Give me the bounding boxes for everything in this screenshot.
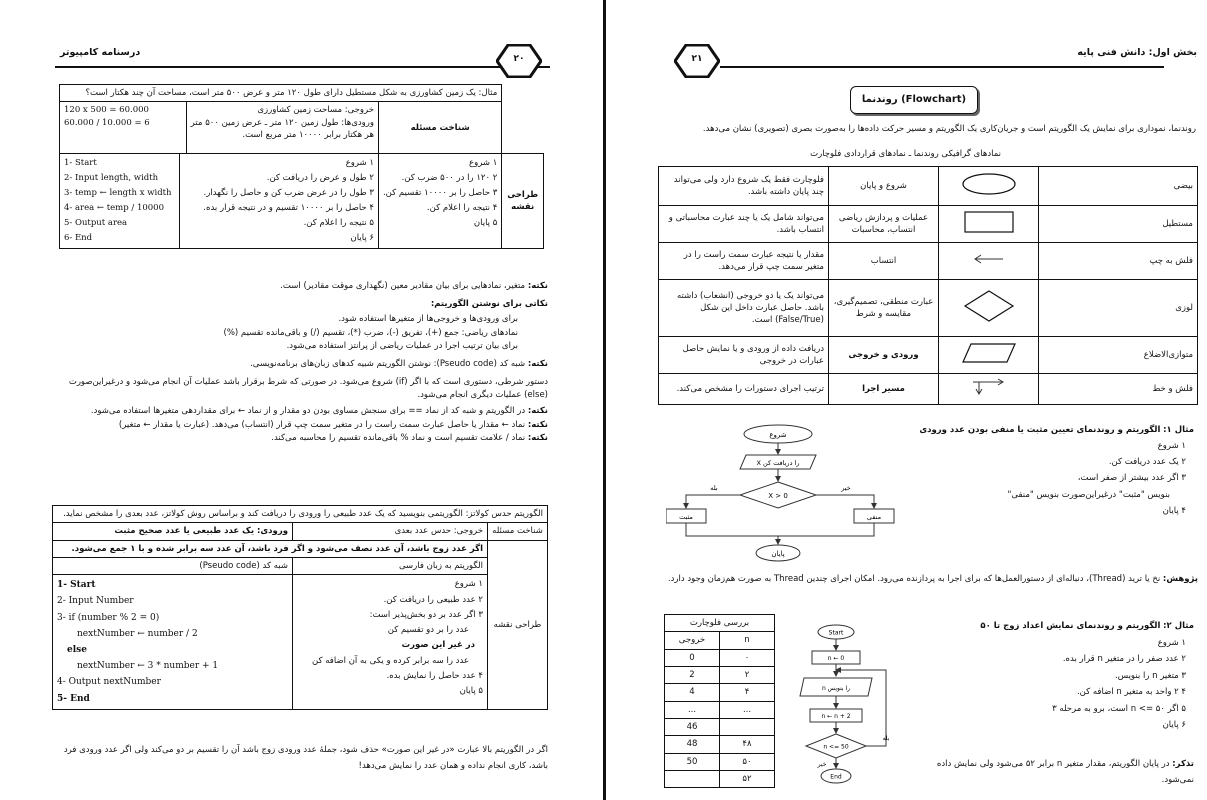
step-line: ۴ حاصل را بر ۱۰۰۰۰ تقسیم و در نتیجه قرار بده. <box>203 202 374 213</box>
collatz-question: الگوریتم حدس کولاتز: الگوریتمی بنویسید که یک عدد طبیعی را ورودی را دریافت کند و براساس روش کولاتز، عدد بعدی را مشخص نماید. <box>53 506 548 523</box>
symbol-desc: می‌تواند شامل یک یا چند عبارت محاسباتی و انتساب باشد. <box>659 206 829 243</box>
example-number-col <box>378 154 501 248</box>
step-line: ۳ حاصل را بر ۱۰۰۰۰ تقسیم کن. <box>382 188 498 199</box>
flow-yes-label: بله <box>710 484 718 492</box>
flow-end-label: پایان <box>771 550 785 558</box>
trace-cell: ۰ <box>720 649 775 666</box>
note-item: نکته: شبه کد (Pseudo code): نوشتن الگوریتم شبیه کدهای زبان‌های برنامه‌نویسی. <box>250 358 548 369</box>
step-line: ۴ عدد حاصل را نمایش بده. <box>386 671 483 682</box>
left-footer-text: اگر در الگوریتم بالا عبارت «در غیر این صورت» حذف شود، جملهٔ عدد ورودی زوج باشد آن را تقسیم بر دو می‌کند ولی اگر عدد ورودی فرد باشد، کاری انجام نداده و همان عدد را نمایش می‌دهد! <box>63 745 548 772</box>
step-line: در غیر این صورت <box>401 640 475 651</box>
symbol-name: متوازی‌الاضلاع <box>1039 337 1198 374</box>
calc-line: 120 x 500 = 60.000 <box>64 105 149 116</box>
symbol-use: عملیات و پردازش ریاضی انتساب، محاسبات <box>829 206 939 243</box>
step-line: ۵ پایان <box>459 686 483 697</box>
left-page-number-badge <box>496 44 542 78</box>
note-item: نکاتی برای نوشتن الگوریتم: <box>430 299 548 310</box>
right-page-number-badge <box>674 44 720 78</box>
symbol-desc: فلوچارت فقط یک شروع دارد ولی می‌تواند چند پایان داشته باشد. <box>659 167 829 206</box>
flow2-no-label: خیر <box>817 761 827 768</box>
trace-cell: 46 <box>665 718 720 735</box>
example-analysis <box>186 102 378 154</box>
flow2-yes-label: بله <box>882 735 890 742</box>
note-bullet: برای ورودی‌ها و خروجی‌ها از متغیرها استفاده شود. <box>338 314 518 325</box>
symbol-name: مستطیل <box>1039 206 1198 243</box>
flow2-start-label: Start <box>828 629 844 637</box>
example2-block <box>906 618 1194 734</box>
pseudo-line: 4- area ← temp / 10000 <box>64 202 164 213</box>
rectangle-icon <box>939 206 1039 243</box>
symbol-desc: ترتیب اجرای دستورات را مشخص می‌کند. <box>659 374 829 405</box>
flow-input-label: X را دریافت کن <box>756 459 800 467</box>
example1-step: ۴ پایان <box>1162 505 1186 516</box>
collatz-input: ورودی: یک عدد طبیعی یا عدد صحیح مثبت <box>53 523 293 540</box>
flow-no-label: خیر <box>841 484 851 492</box>
pseudo-line: 2- Input length, width <box>64 173 159 184</box>
pseudo-line: nextNumber ← number / 2 <box>77 628 198 639</box>
symbol-desc: دریافت داده از ورودی و یا نمایش حاصل عبارات در خروجی <box>659 337 829 374</box>
step-line: ۱ شروع <box>454 579 483 590</box>
trace-cell: ۵۰ <box>720 753 775 770</box>
trace-cell: ۴۸ <box>720 736 775 753</box>
step-line: ۲ طول و عرض را دریافت کن. <box>266 173 374 184</box>
example1-title: مثال ۱: الگوریتم و روندنمای تعیین مثبت یا منفی بودن عدد ورودی <box>919 425 1194 435</box>
symbol-use: عبارت منطقی، تصمیم‌گیری، مقایسه و شرط <box>829 280 939 337</box>
diamond-icon <box>939 280 1039 337</box>
symbol-name: لوزی <box>1039 280 1198 337</box>
symbol-use: مسیر اجرا <box>829 374 939 405</box>
flow2-init-label: n ← 0 <box>827 655 845 662</box>
example1-block <box>906 422 1194 519</box>
flow-start-label: شروع <box>769 431 787 439</box>
trace-cell <box>720 718 775 735</box>
analysis-line: خروجی: مساحت زمین کشاورزی <box>257 105 374 116</box>
ellipse-icon <box>939 167 1039 206</box>
left-page-number: ۲۰ <box>513 54 525 64</box>
flow2-condition-label: n <= 50 <box>823 743 849 751</box>
trace-cell: 50 <box>665 753 720 770</box>
flow-positive-label: مثبت <box>679 513 693 521</box>
pseudo-line: 2- Input Number <box>57 596 134 607</box>
step-line: ۳ طول را در عرض ضرب کن و حاصل را نگهدار. <box>203 188 374 199</box>
pseudo-line: 4- Output nextNumber <box>57 677 161 688</box>
collatz-persian-steps <box>293 575 488 710</box>
analysis-line: ورودی‌ها: طول زمین ۱۲۰ متر ـ عرض زمین ۵۰۰ متر <box>190 117 374 128</box>
pseudo-line: 5- End <box>57 693 90 704</box>
collatz-pseudo-header: شبه کد (Pseudo code) <box>53 557 293 574</box>
flowchart-intro: روندنما، نموداری برای نمایش یک الگوریتم است و جریان‌کاری یک الگوریتم و مسیر حرکت داده‌ها را به‌صورت بصری (تصویری) نشان می‌دهد. <box>702 124 1196 134</box>
trace-table <box>664 614 775 788</box>
collatz-output: خروجی: حدس عدد بعدی <box>293 523 488 540</box>
parallelogram-icon <box>939 337 1039 374</box>
collatz-table <box>52 505 548 710</box>
step-line: ۱ شروع <box>469 158 498 169</box>
trace-cell: ۵۲ <box>720 770 775 787</box>
step-line: ۴ نتیجه را اعلام کن. <box>426 202 498 213</box>
trace-cell: ... <box>720 701 775 718</box>
symbols-table-caption: نمادهای گرافیکی روندنما ـ نمادهای قراردادی فلوچارت <box>810 149 1001 159</box>
trace-cell: ... <box>665 701 720 718</box>
collatz-rule: اگر عدد زوج باشد، آن عدد نصف می‌شود و اگر فرد باشد، آن عدد سه برابر شده و با ۱ جمع می‌شود. <box>53 540 488 557</box>
pseudo-line: 5- Output area <box>64 217 128 228</box>
step-line: عدد را سه برابر کرده و یکی به آن اضافه کن <box>311 655 469 666</box>
row-label-design: طراحی نقشه <box>502 154 544 248</box>
collatz-persian-header: الگوریتم به زبان فارسی <box>293 557 488 574</box>
calc-line: 60.000 / 10.000 = 6 <box>64 117 150 128</box>
flow-arrows-icon <box>939 374 1039 405</box>
step-line: ۶ پایان <box>350 232 374 243</box>
flow2-end-label: End <box>830 773 842 781</box>
example2-title: مثال ۲: الگوریتم و روندنمای نمایش اعداد زوج تا ۵۰ <box>980 621 1194 631</box>
right-header-rule <box>720 66 1164 68</box>
notes-section <box>52 280 548 445</box>
pseudo-line: 3- if (number % 2 = 0) <box>57 612 160 623</box>
flow2-print-label: n را بنویس <box>821 685 851 692</box>
example-pseudo-col <box>60 154 180 248</box>
section-title: روندنما (Flowchart) <box>850 86 978 114</box>
trace-header-output: خروجی <box>665 632 720 649</box>
symbol-name: فلش و خط <box>1039 374 1198 405</box>
pseudo-line: 6- End <box>64 232 93 243</box>
symbols-table <box>658 166 1198 405</box>
research-note: پژوهش: نخ یا ترید (Thread)، دنباله‌ای از دستورالعمل‌ها که برای اجرا به پردازنده می‌رود. امکان اجرای چندین Thread به صورت هم‌زمان وجود دارد. <box>667 574 1198 584</box>
trace-cell: 0 <box>665 649 720 666</box>
note-bullet: نمادهای ریاضی: جمع (+)، تفریق (-)، ضرب (*)، تقسیم (/) و باقی‌مانده تقسیم (%) <box>223 327 518 338</box>
collatz-pseudo-code <box>53 575 293 710</box>
example2-step: ۵ اگر n <= ۵۰ است، برو به مرحله ۳ <box>1052 703 1186 714</box>
pseudo-line: 1- Start <box>64 158 97 169</box>
symbol-desc: مقدار یا نتیجه عبارت سمت راست را در متغیر سمت چپ قرار می‌دهد. <box>659 243 829 280</box>
pseudo-line: nextNumber ← 3 * number + 1 <box>77 661 219 672</box>
example1-flowchart <box>666 420 906 568</box>
trace-cell: ۲ <box>720 666 775 683</box>
note-paragraph: دستور شرطی، دستوری است که با اگر (if) شروع می‌شود. در صورتی که شرط برقرار باشد عملیات آن انجام می‌شود و درغیراین‌صورت (else) عملیات دیگری انجام می‌شود. <box>68 377 548 401</box>
step-line: ۳ اگر عدد بر دو بخش‌پذیر است: <box>369 609 483 620</box>
example2-step: ۱ شروع <box>1157 637 1186 648</box>
pseudo-line: 3- temp ← length x width <box>64 188 172 199</box>
flow2-increment-label: n ← n + 2 <box>821 713 851 720</box>
right-page-number: ۲۱ <box>691 54 703 64</box>
step-line: ۵ نتیجه را اعلام کن. <box>303 217 374 228</box>
collatz-label-design: طراحی نقشه <box>488 540 548 709</box>
pseudo-line: 1- Start <box>57 580 96 591</box>
example2-step: ۴ ۲ واحد به متغیر n اضافه کن. <box>1076 687 1186 698</box>
example2-step: ۲ عدد صفر را در متغیر n قرار بده. <box>1062 654 1186 665</box>
trace-cell: 2 <box>665 666 720 683</box>
left-header-title: درسنامه کامپیوتر <box>60 47 141 58</box>
trace-cell: 4 <box>665 684 720 701</box>
trace-cell: ۴ <box>720 684 775 701</box>
example2-step: ۳ متغیر n را بنویس. <box>1115 670 1186 681</box>
note-bullet: برای بیان ترتیب اجرا در عملیات ریاضی از پرانتز استفاده می‌شود. <box>286 340 518 351</box>
example2-step: ۶ پایان <box>1162 720 1186 731</box>
example-calc <box>60 102 187 154</box>
right-header-title: بخش اول: دانش فنی پایه <box>1077 47 1197 58</box>
trace-title: بررسی فلوچارت <box>665 615 775 632</box>
example-variable-col <box>180 154 379 248</box>
row-label-analysis: شناخت مسئله <box>378 102 501 154</box>
note-item: نکته: نماد / علامت تقسیم است و نماد % باقی‌مانده تقسیم را محاسبه می‌کند. <box>271 432 548 443</box>
note-item: نکته: نماد ← مقدار یا حاصل عبارت سمت راست را در متغیر سمت چپ قرار (انتساب) می‌دهد. (عبارت یا مقدار ← متغیر) <box>118 419 548 430</box>
trace-cell: 48 <box>665 736 720 753</box>
collatz-label-analysis: شناخت مسئله <box>488 523 548 540</box>
step-line: ۲ عدد طبیعی را دریافت کن. <box>383 594 483 605</box>
note-item: نکته: متغیر، نمادهایی برای بیان مقادیر معین (نگهداری موقت مقادیر) است. <box>280 281 548 291</box>
arrow-left-icon <box>939 243 1039 280</box>
symbol-use: انتساب <box>829 243 939 280</box>
step-line: عدد را بر دو تقسیم کن <box>387 625 469 636</box>
analysis-line: هر هکتار برابر ۱۰۰۰۰ متر مربع است. <box>242 129 374 140</box>
right-page <box>606 0 1207 800</box>
symbol-use: شروع و پایان <box>829 167 939 206</box>
left-header-rule <box>55 66 550 68</box>
symbol-name: بیضی <box>1039 167 1198 206</box>
example2-flowchart <box>790 620 900 788</box>
symbol-use: ورودی و خروجی <box>829 337 939 374</box>
example-table <box>59 84 544 249</box>
example1-step: ۲ یک عدد دریافت کن. <box>1108 457 1186 468</box>
step-line: ۱ شروع <box>345 158 374 169</box>
step-line: ۲ ۱۲۰ را در ۵۰۰ ضرب کن. <box>401 173 498 184</box>
example2-note: تذکر: در پایان الگوریتم، مقدار متغیر n برابر ۵۲ می‌شود ولی نمایش داده نمی‌شود. <box>936 759 1194 786</box>
example1-step: بنویس "مثبت" درغیراین‌صورت بنویس "منفی" <box>1007 489 1170 500</box>
example-question: مثال: یک زمین کشاورزی به شکل مستطیل دارای طول ۱۲۰ متر و عرض ۵۰۰ متر است، مساحت آن چند هکتار است؟ <box>60 85 502 102</box>
symbol-desc: می‌تواند یک یا دو خروجی (انشعاب) داشته باشد. حاصل عبارت داخل این شکل (False/True) است. <box>659 280 829 337</box>
note-item: نکته: در الگوریتم و شبه کد از نماد == برای سنجش مساوی بودن دو مقدار و از نماد ← برای مقداردهی متغیرها استفاده می‌شود. <box>90 406 548 417</box>
example1-step: ۳ اگر عدد بیشتر از صفر است، <box>1077 473 1186 484</box>
pseudo-line: else <box>67 645 87 655</box>
step-line: ۵ پایان <box>473 217 498 228</box>
flow-negative-label: منفی <box>866 513 882 521</box>
flow-condition-label: X > 0 <box>768 492 788 500</box>
example1-step: ۱ شروع <box>1157 441 1186 452</box>
trace-header-n: n <box>720 632 775 649</box>
symbol-name: فلش به چپ <box>1039 243 1198 280</box>
trace-cell <box>665 770 720 787</box>
